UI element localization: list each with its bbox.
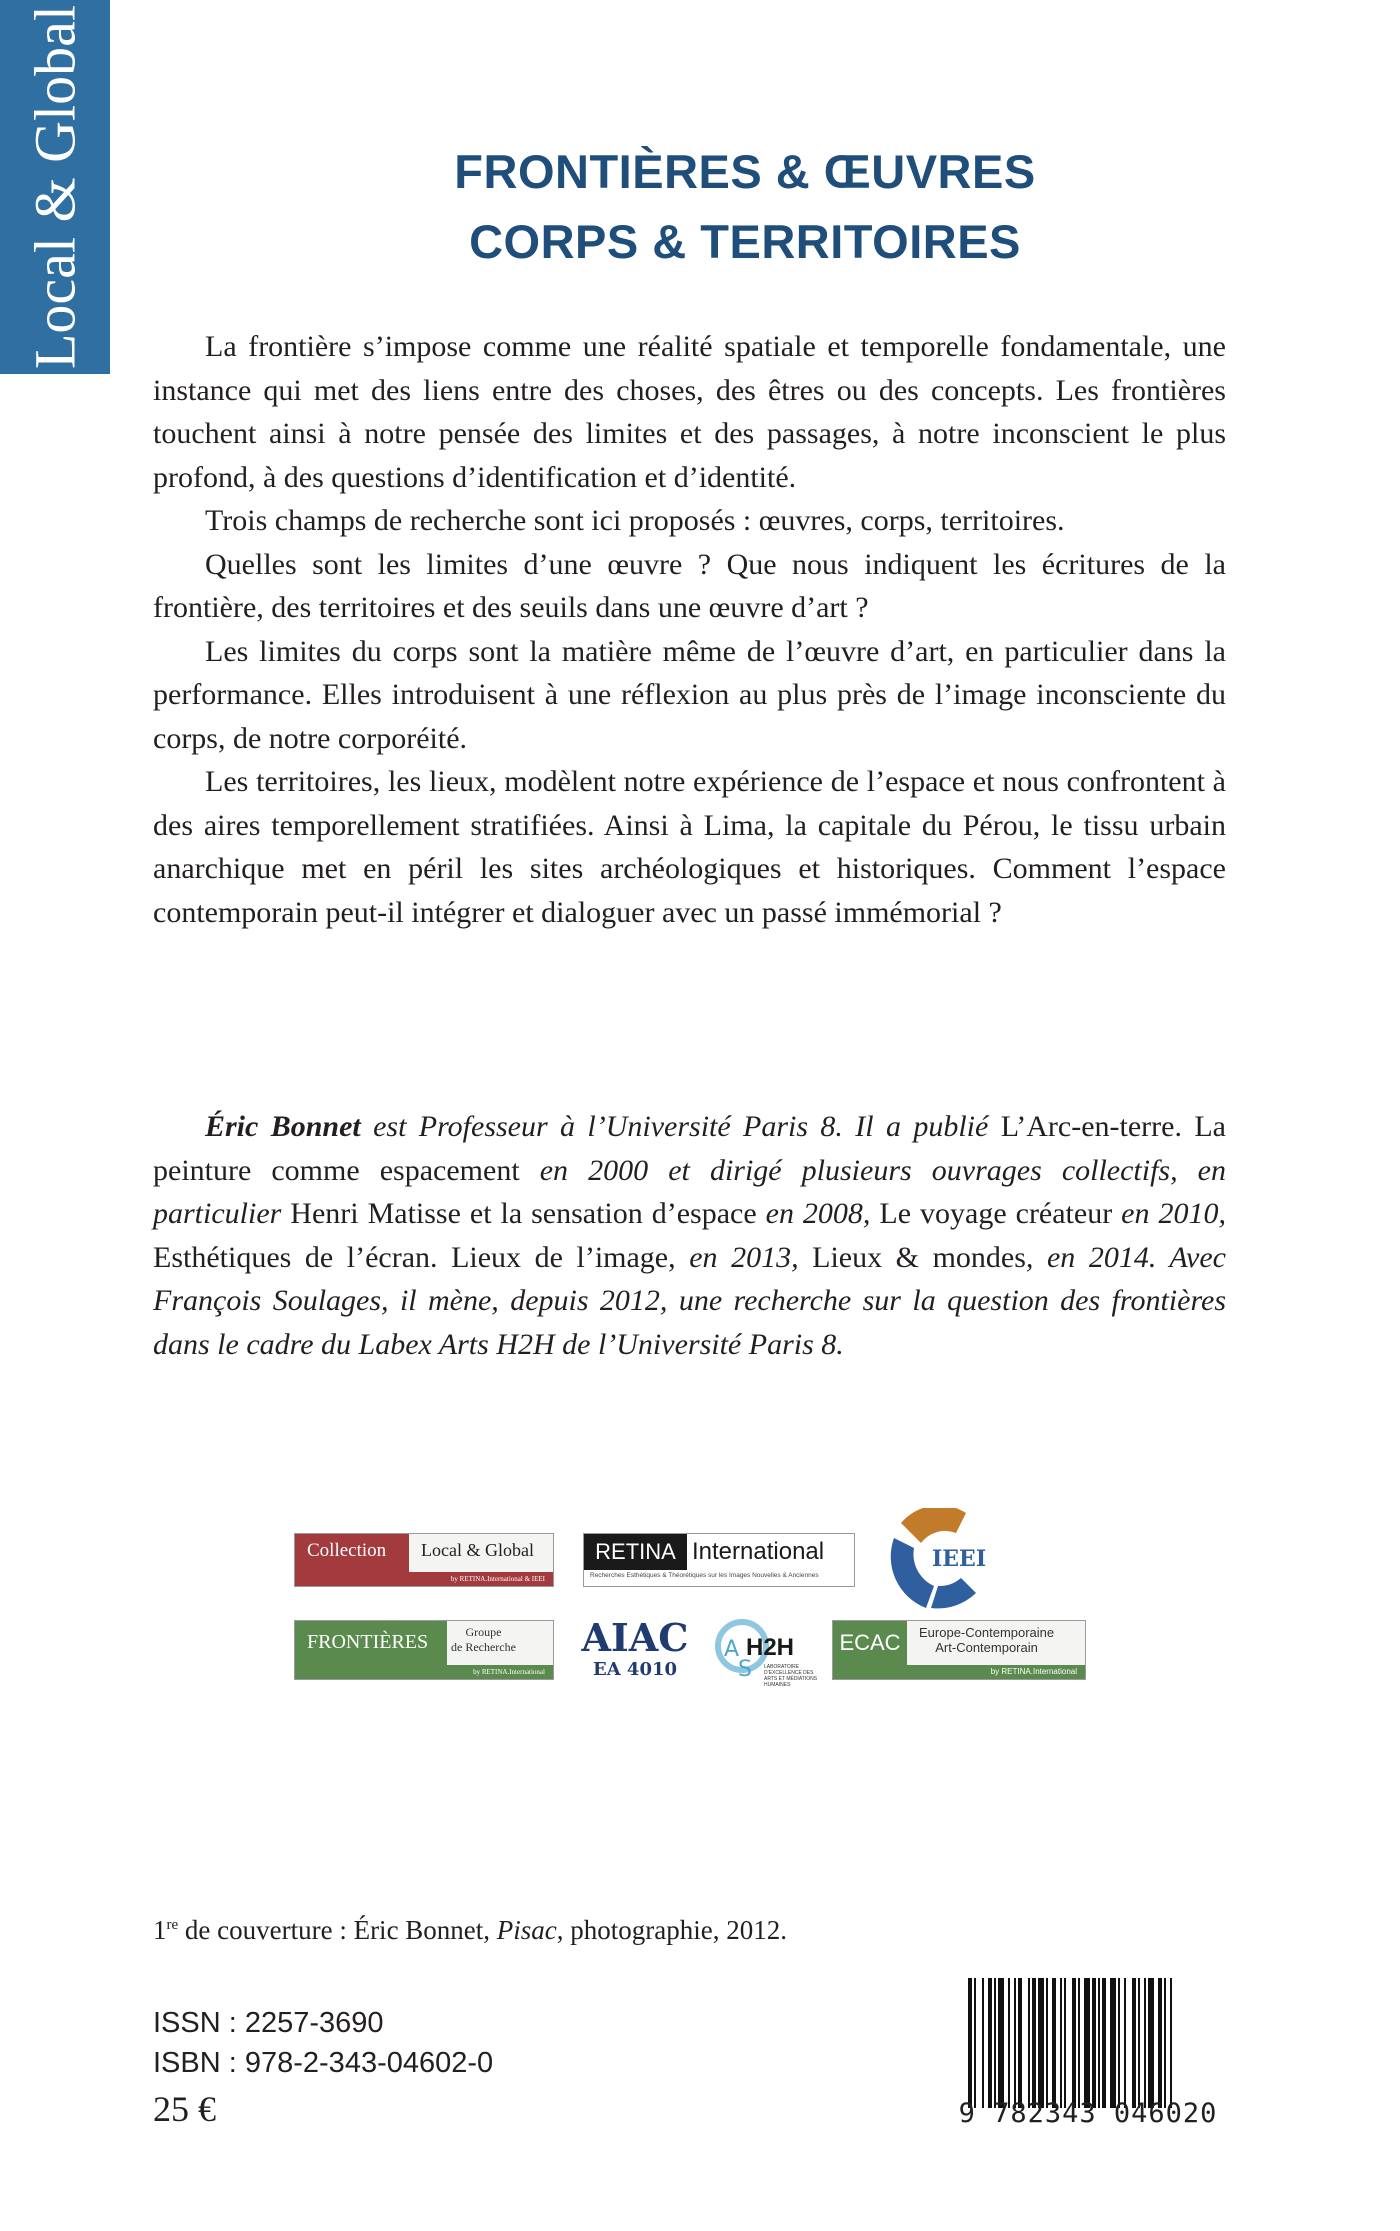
ecac-logo-left: ECAC: [833, 1621, 907, 1665]
aiac-logo: [575, 1617, 695, 1692]
barcode-bar: [1008, 1978, 1010, 2108]
barcode-bar: [1110, 1978, 1116, 2108]
cover-credit: [153, 1915, 787, 1946]
barcode-bar: [1078, 1978, 1080, 2108]
barcode-bar: [1092, 1978, 1096, 2108]
ieei-logo: [886, 1508, 1011, 1613]
h2h-logo-name: H2H: [746, 1634, 795, 1661]
bio-text: en 2010,: [1112, 1197, 1226, 1230]
frontieres-logo-right-2: de Recherche: [451, 1640, 516, 1654]
price: 25 €: [153, 2089, 216, 2129]
barcode-digits: 9 782343 046020: [958, 2098, 1218, 2129]
barcode-bar: [1028, 1978, 1030, 2108]
book-title: L’Arc-en-terre. La peinture comme espacement: [153, 1110, 1226, 1187]
h2h-logo-sub: LABORATOIRE D’EXCELLENCE DES ARTS ET MÉDIATIONS HUMAINES: [764, 1664, 818, 1688]
barcode-bar: [1060, 1978, 1062, 2108]
frontieres-logo: [294, 1620, 554, 1680]
barcode-bar: [1138, 1978, 1140, 2108]
frontieres-logo-right-1: Groupe: [465, 1625, 502, 1639]
book-title: Le voyage créateur: [879, 1197, 1113, 1230]
abstract-paragraph: Trois champs de recherche sont ici proposés : œuvres, corps, territoires.: [205, 504, 1065, 537]
abstract-paragraph: La frontière s’impose comme une réalité spatiale et temporelle fondamentale, une instance qui met des liens entre des choses, des êtres ou des concepts. Les frontières touchent ainsi à notre pensée des limites et des passages, à notre inconscient le plus profond, à des questions d’identification et d’identité.: [153, 330, 1226, 494]
barcode-bar: [1072, 1978, 1076, 2108]
title-line-1: FRONTIÈRES & ŒUVRES: [454, 145, 1036, 198]
collection-logo-left: Collection: [295, 1534, 409, 1572]
bio-text: en 2000 et dirigé plusieurs ouvrages collectifs, en particulier: [153, 1153, 1226, 1230]
retina-logo: [583, 1533, 855, 1587]
barcode-bar: [1052, 1978, 1056, 2108]
barcode-bar: [1148, 1978, 1154, 2108]
cover-credit-text: de couverture : Éric Bonnet,: [178, 1915, 497, 1945]
bio-text: en 2013,: [675, 1240, 813, 1274]
ecac-logo-right-2: Art-Contemporain: [935, 1640, 1038, 1655]
spine-label: Local & Global: [22, 4, 88, 370]
barcode-bar: [1032, 1978, 1036, 2108]
aiac-logo-name: AIAC: [581, 1615, 689, 1660]
barcode-bar: [974, 1978, 976, 2108]
aiac-logo-code: EA 4010: [592, 1659, 678, 1680]
barcode-bar: [1158, 1978, 1162, 2108]
barcode-bar: [988, 1978, 992, 2108]
barcode-bar: [982, 1978, 984, 2108]
book-title: Esthétiques de l’écran. Lieux de l’image,: [153, 1240, 676, 1274]
svg-text:S: S: [738, 1657, 752, 1682]
barcode-bar: [1046, 1978, 1048, 2108]
abstract-paragraph: Les territoires, les lieux, modèlent notre expérience de l’espace et nous confrontent à des aires temporellement stratifiées. Ainsi à Lima, la capitale du Pérou, le tissu urbain anarchique met en péril les sites archéologiques et historiques. Comment l’espace contemporain peut-il intégrer et dialoguer avec un passé immémorial ?: [153, 765, 1226, 929]
bio-text: est Professeur à l’Université Paris 8. Il a publié: [360, 1110, 1001, 1143]
collection-logo-right: Local & Global: [421, 1540, 534, 1560]
retina-logo-right: International: [692, 1538, 825, 1565]
abstract: [153, 325, 1226, 934]
bio-text: , en 2014. Avec François Soulages, il mène, depuis 2012, une recherche sur la question des frontières dans le cadre du Labex Arts H2H de l’Université Paris 8.: [153, 1240, 1226, 1361]
barcode-bar: [1144, 1978, 1146, 2108]
barcode-bar: [998, 1978, 1004, 2108]
title-line-2: CORPS & TERRITOIRES: [469, 215, 1021, 268]
retina-logo-left: RETINA: [584, 1534, 687, 1570]
ecac-logo-sub: by RETINA.International: [833, 1665, 1085, 1679]
ieei-logo-text: IEEI: [932, 1546, 987, 1572]
issn: ISSN : 2257-3690: [153, 2007, 384, 2039]
svg-text:A: A: [724, 1637, 740, 1662]
barcode-bar: [994, 1978, 996, 2108]
barcode-bar: [1038, 1978, 1044, 2108]
h2h-logo: [712, 1612, 822, 1702]
book-title: Henri Matisse et la sensation d’espace: [290, 1197, 757, 1230]
barcode-bar: [1098, 1978, 1100, 2108]
book-title: Lieux & mondes: [812, 1240, 1026, 1274]
frontieres-logo-sub: by RETINA.International: [295, 1665, 553, 1679]
ecac-logo: [832, 1620, 1086, 1680]
barcode-bar: [1018, 1978, 1022, 2108]
ecac-logo-right: [919, 1625, 1054, 1655]
cover-credit-sup: re: [166, 1917, 179, 1933]
cover-credit-text: , photographie, 2012.: [556, 1915, 788, 1945]
barcode-bar: [1132, 1978, 1136, 2108]
author-name: Éric Bonnet: [205, 1110, 361, 1143]
bio-paragraph: [153, 1105, 1226, 1366]
collection-logo-sub: by RETINA.International & IEEI: [295, 1572, 553, 1586]
collection-logo: [294, 1533, 554, 1587]
author-bio: [153, 1105, 1226, 1366]
barcode-bar: [1118, 1978, 1120, 2108]
barcode-bar: [1124, 1978, 1126, 2108]
barcode-bar: [1014, 1978, 1016, 2108]
ecac-logo-right-1: Europe-Contemporaine: [919, 1625, 1055, 1640]
barcode-bar: [1164, 1978, 1166, 2108]
barcode-bar: [1064, 1978, 1066, 2108]
abstract-paragraph: Les limites du corps sont la matière même de l’œuvre d’art, en particulier dans la performance. Elles introduisent à une réflexion au plus près de l’image inconsciente du corps, de notre corporéité.: [153, 634, 1226, 755]
barcode-icon: [968, 1978, 1226, 2108]
barcode-bar: [968, 1978, 972, 2108]
barcode-bar: [1084, 1978, 1090, 2108]
cover-credit-work: Pisac: [496, 1915, 557, 1945]
isbn: ISBN : 978-2-343-04602-0: [153, 2047, 494, 2079]
cover-credit-prefix: 1: [153, 1915, 167, 1945]
barcode-bar: [1102, 1978, 1106, 2108]
frontieres-logo-right: [451, 1625, 516, 1655]
frontieres-logo-left: FRONTIÈRES: [295, 1621, 447, 1665]
retina-logo-sub: Recherches Esthétiques & Théorétiques sur les Images Nouvelles & Anciennes: [590, 1572, 819, 1579]
barcode-bar: [1170, 1978, 1172, 2108]
bio-text: en 2008,: [756, 1197, 880, 1230]
abstract-paragraph: Quelles sont les limites d’une œuvre ? Que nous indiquent les écritures de la frontière, des territoires et des seuils dans une œuvre d’art ?: [153, 547, 1226, 624]
